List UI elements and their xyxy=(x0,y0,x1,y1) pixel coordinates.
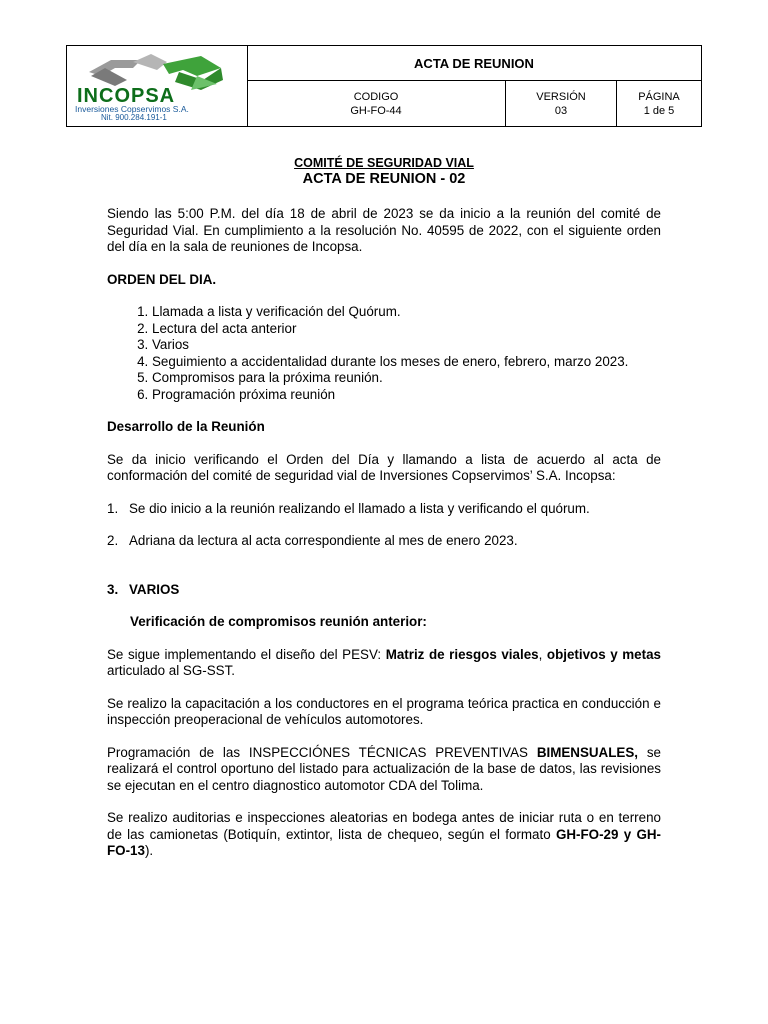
bold-run: Matriz de riesgos viales xyxy=(385,646,539,662)
agenda-heading: ORDEN DEL DIA. xyxy=(107,271,217,287)
agenda-item: 2. Lectura del acta anterior xyxy=(152,321,661,338)
paragraph-pesv xyxy=(107,647,661,680)
codigo-label: CODIGO xyxy=(353,90,399,103)
logo-cell xyxy=(67,46,248,126)
agenda-item: 3. Varios xyxy=(152,337,661,354)
text-run: articulado al SG-SST. xyxy=(107,663,236,678)
text-run: Programación de las INSPECCIÓNES TÉCNICAS PREVENTIVAS xyxy=(107,744,537,760)
codigo-value: GH-FO-44 xyxy=(350,104,402,117)
pagina-cell xyxy=(617,81,701,126)
svg-text:INCOPSA: INCOPSA xyxy=(77,85,176,107)
agenda-list xyxy=(107,304,661,403)
item-number: 2. xyxy=(107,533,119,548)
committee-title: COMITÉ DE SEGURIDAD VIAL xyxy=(294,156,474,170)
agenda-item: 5. Compromisos para la próxima reunión. xyxy=(152,370,661,387)
bold-run: BIMENSUALES, xyxy=(536,744,638,760)
agenda-item: 4. Seguimiento a accidentalidad durante los meses de enero, febrero, marzo 2023. xyxy=(152,354,661,371)
item-text: Se dio inicio a la reunión realizando el llamado a lista y verificando el quórum. xyxy=(129,500,590,516)
intro-paragraph: Siendo las 5:00 P.M. del día 18 de abril de 2023 se da inicio a la reunión del comité de Seguridad Vial. En cumplimiento a la resolución No. 40595 de 2022, con el siguiente orden del día en la sala de reuniones de Incopsa. xyxy=(107,206,661,254)
version-label: VERSIÓN xyxy=(536,90,586,103)
document-header xyxy=(66,45,702,127)
bold-run: GH-FO-29 y GH-FO-13 xyxy=(107,826,661,858)
development-intro: Se da inicio verificando el Orden del Día y llamando a lista de acuerdo al acta de conformación del comité de seguridad vial de Inversiones Copservimos’ S.A. Incopsa: xyxy=(107,451,661,483)
item-text: VARIOS xyxy=(129,581,180,597)
item-number: 3. xyxy=(107,581,119,597)
text-run: ). xyxy=(144,843,154,858)
text-run: Se sigue implementando el diseño del PESV: xyxy=(107,646,386,662)
paragraph-training: Se realizo la capacitación a los conductores en el programa teórica practica en conducción e inspección preoperacional de vehículos automotores. xyxy=(107,695,661,727)
svg-text:Nit. 900.284.191-1: Nit. 900.284.191-1 xyxy=(101,113,167,122)
minutes-title: ACTA DE REUNION - 02 xyxy=(302,171,466,187)
verification-heading: Verificación de compromisos reunión anterior: xyxy=(130,614,427,629)
pagina-value: 1 de 5 xyxy=(643,104,675,117)
item-number: 1. xyxy=(107,500,119,516)
text-run: se realizará el control oportuno del listado para actualización de la base de datos, las revisiones se ejecutan en el centro diagnostico automotor CDA del Tolima. xyxy=(107,744,661,793)
varios-heading xyxy=(107,582,661,599)
svg-text:Inversiones Copservimos S.A.: Inversiones Copservimos S.A. xyxy=(75,104,189,114)
codigo-cell xyxy=(247,81,506,126)
item-text: Adriana da lectura al acta correspondiente al mes de enero 2023. xyxy=(129,533,518,548)
form-title: ACTA DE REUNION xyxy=(247,46,701,81)
agenda-item: 1. Llamada a lista y verificación del Quórum. xyxy=(152,304,661,321)
incopsa-logo xyxy=(71,50,243,122)
bold-run: objetivos y metas xyxy=(546,646,661,662)
text-run: , xyxy=(538,646,547,662)
development-item xyxy=(107,533,661,550)
text-run: Se realizo auditorias e inspecciones aleatorias en bodega antes de iniciar ruta o en terreno de las camionetas (Botiquín, extintor, lista de chequeo, según el formato xyxy=(107,810,661,842)
agenda-item: 6. Programación próxima reunión xyxy=(152,387,661,404)
version-cell xyxy=(506,81,617,126)
document-body xyxy=(107,156,661,860)
paragraph-audits xyxy=(107,810,661,860)
development-heading: Desarrollo de la Reunión xyxy=(107,419,265,434)
pagina-label: PÁGINA xyxy=(638,90,680,103)
development-item xyxy=(107,501,661,518)
version-value: 03 xyxy=(554,104,568,117)
paragraph-inspections xyxy=(107,745,661,795)
